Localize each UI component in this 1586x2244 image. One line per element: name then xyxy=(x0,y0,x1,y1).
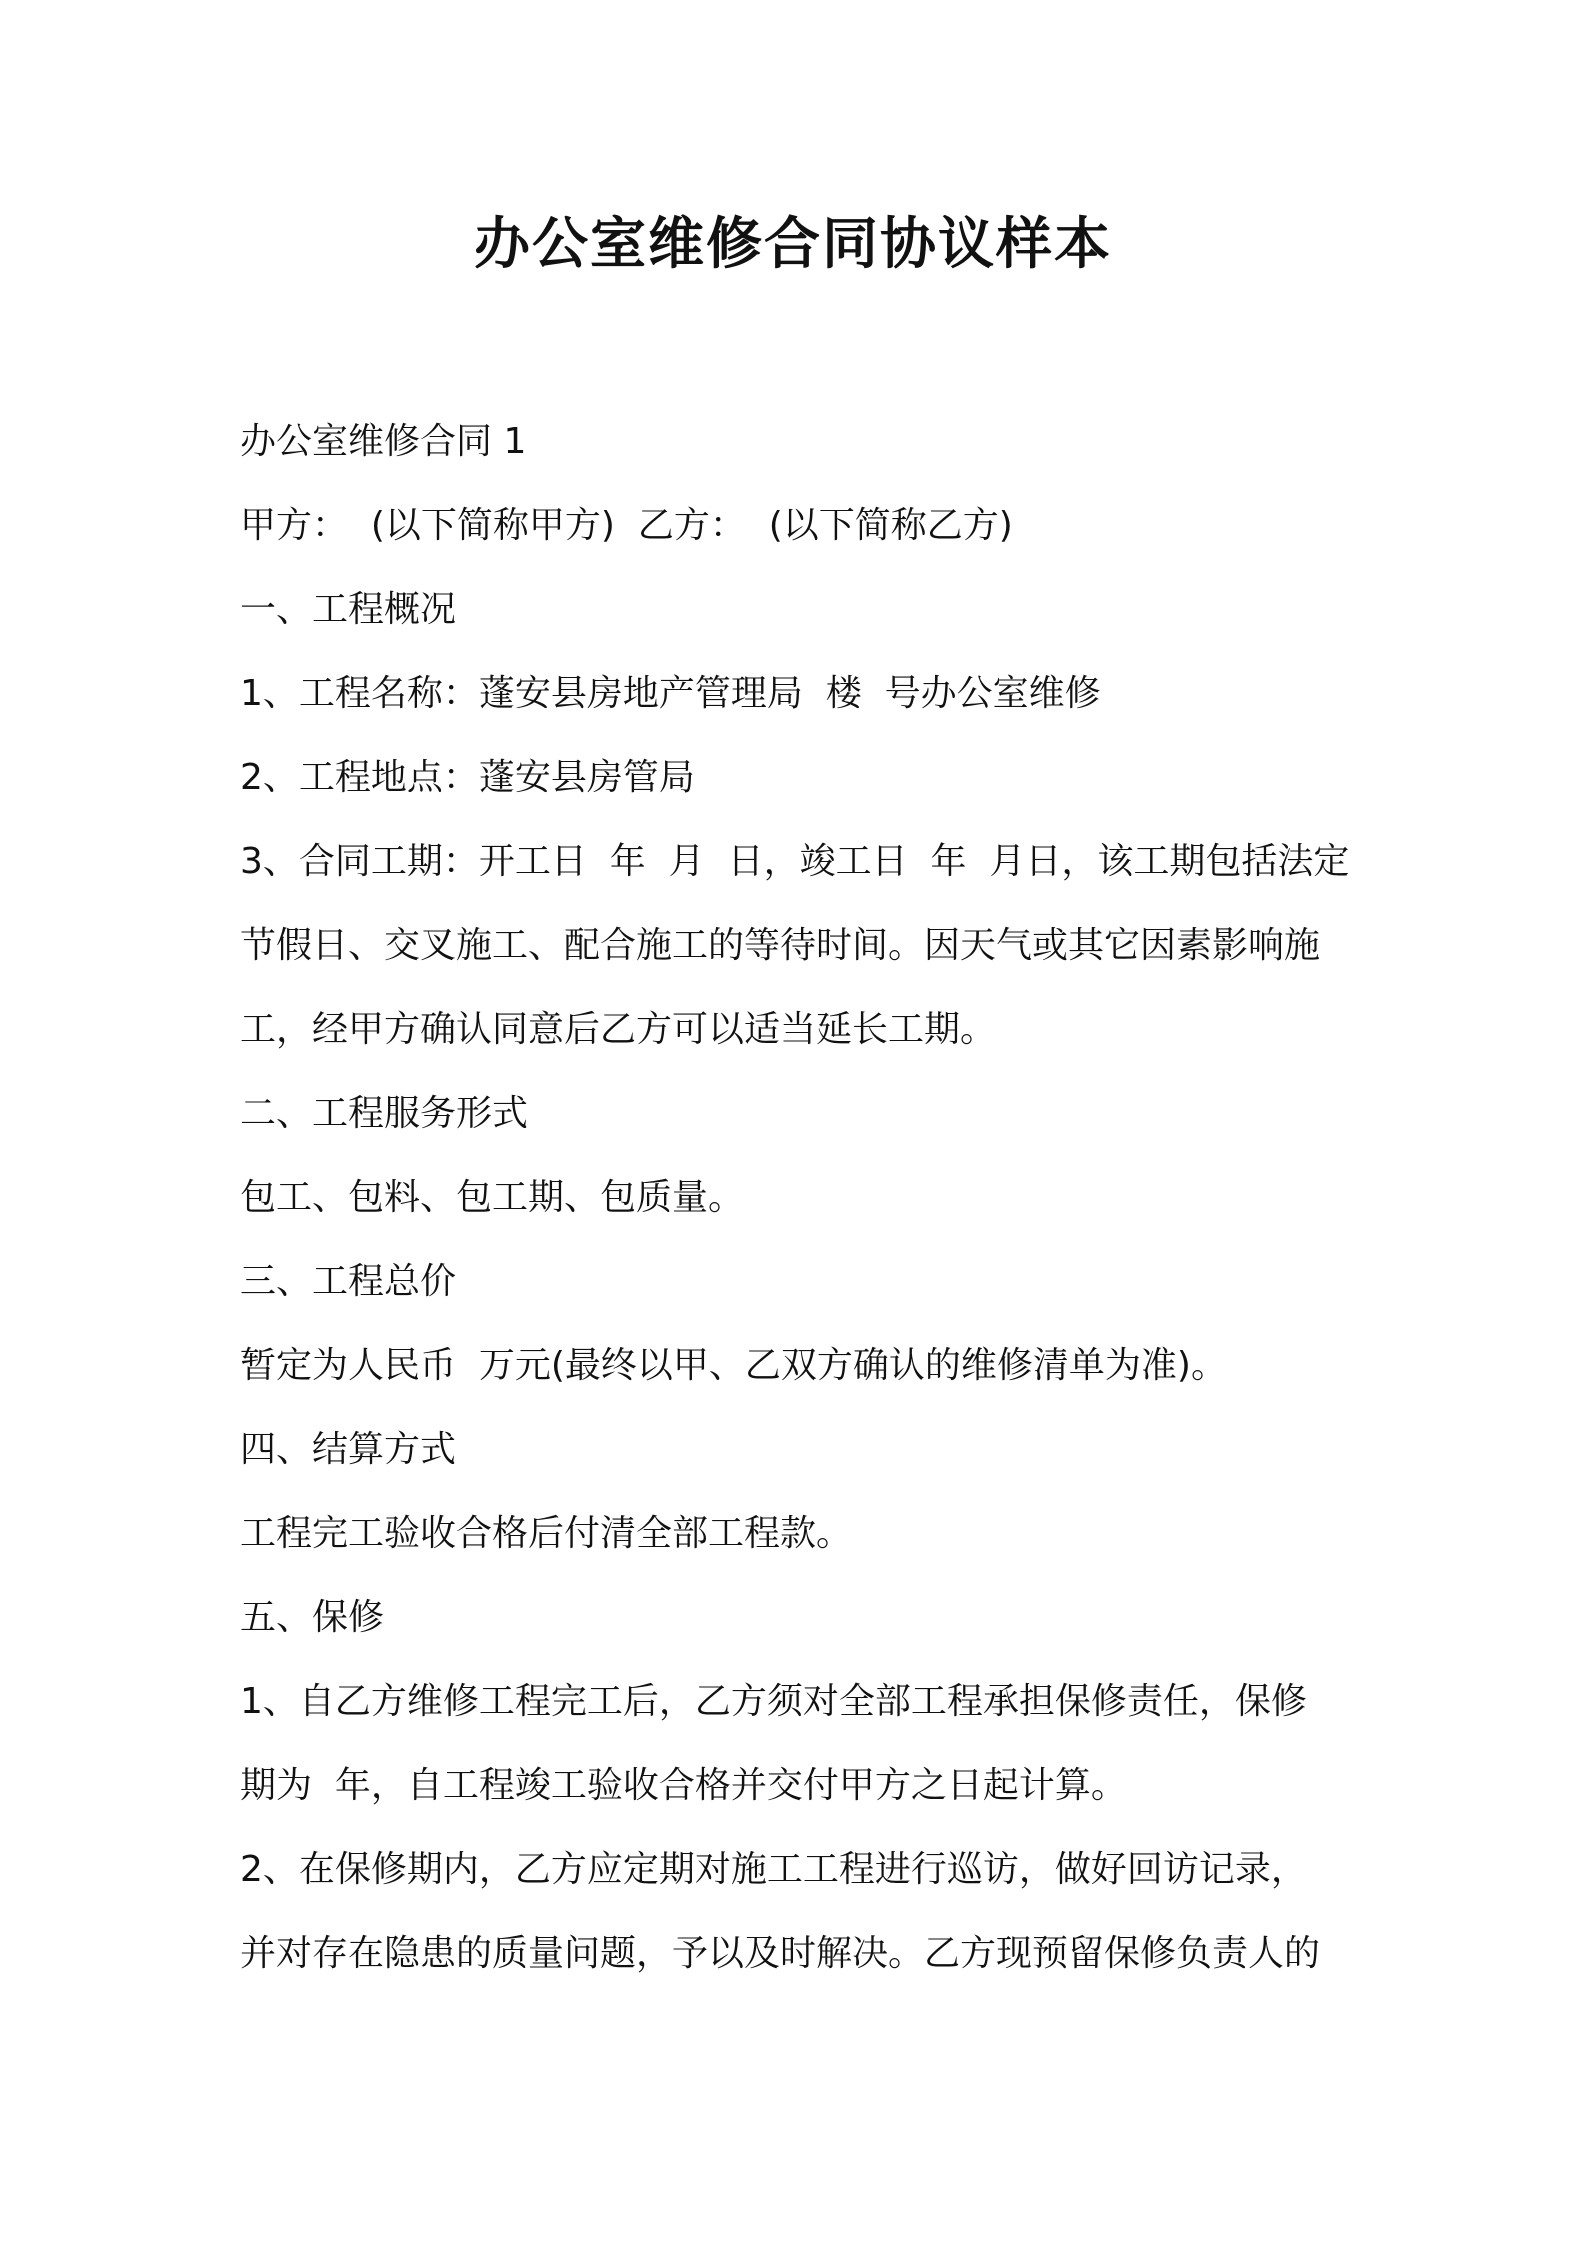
paragraph-line: 工，经甲方确认同意后乙方可以适当延长工期。 xyxy=(240,1009,997,1050)
section-heading-warranty: 五、保修 xyxy=(240,1597,385,1638)
paragraph-line: 期为 年，自工程竣工验收合格并交付甲方之日起计算。 xyxy=(240,1765,1127,1806)
paragraph-line: 1、自乙方维修工程完工后，乙方须对全部工程承担保修责任，保修 xyxy=(240,1681,1307,1722)
document-title: 办公室维修合同协议样本 xyxy=(474,212,1112,277)
section-heading-overview: 一、工程概况 xyxy=(240,589,457,630)
parties-line: 甲方： (以下简称甲方) 乙方： (以下简称乙方) xyxy=(240,505,1013,546)
project-name-line: 1、工程名称：蓬安县房地产管理局 楼 号办公室维修 xyxy=(240,673,1101,714)
section-heading-service-form: 二、工程服务形式 xyxy=(240,1093,529,1134)
paragraph-line: 3、合同工期：开工日 年 月 日，竣工日 年 月日，该工期包括法定 xyxy=(240,841,1350,882)
paragraph-line: 暂定为人民币 万元(最终以甲、乙双方确认的维修清单为准)。 xyxy=(240,1345,1227,1386)
paragraph-line: 包工、包料、包工期、包质量。 xyxy=(240,1177,745,1218)
project-location-line: 2、工程地点：蓬安县房管局 xyxy=(240,757,695,798)
section-heading-settlement: 四、结算方式 xyxy=(240,1429,457,1470)
document-body xyxy=(240,400,1355,1996)
paragraph-line: 工程完工验收合格后付清全部工程款。 xyxy=(240,1513,853,1554)
section-heading-total-price: 三、工程总价 xyxy=(240,1261,457,1302)
paragraph-line: 节假日、交叉施工、配合施工的等待时间。因天气或其它因素影响施 xyxy=(240,925,1321,966)
paragraph-line: 并对存在隐患的质量问题，予以及时解决。乙方现预留保修负责人的 xyxy=(240,1933,1321,1974)
section-heading-contract-1: 办公室维修合同 1 xyxy=(240,421,527,462)
paragraph-line: 2、在保修期内，乙方应定期对施工工程进行巡访，做好回访记录， xyxy=(240,1849,1307,1890)
